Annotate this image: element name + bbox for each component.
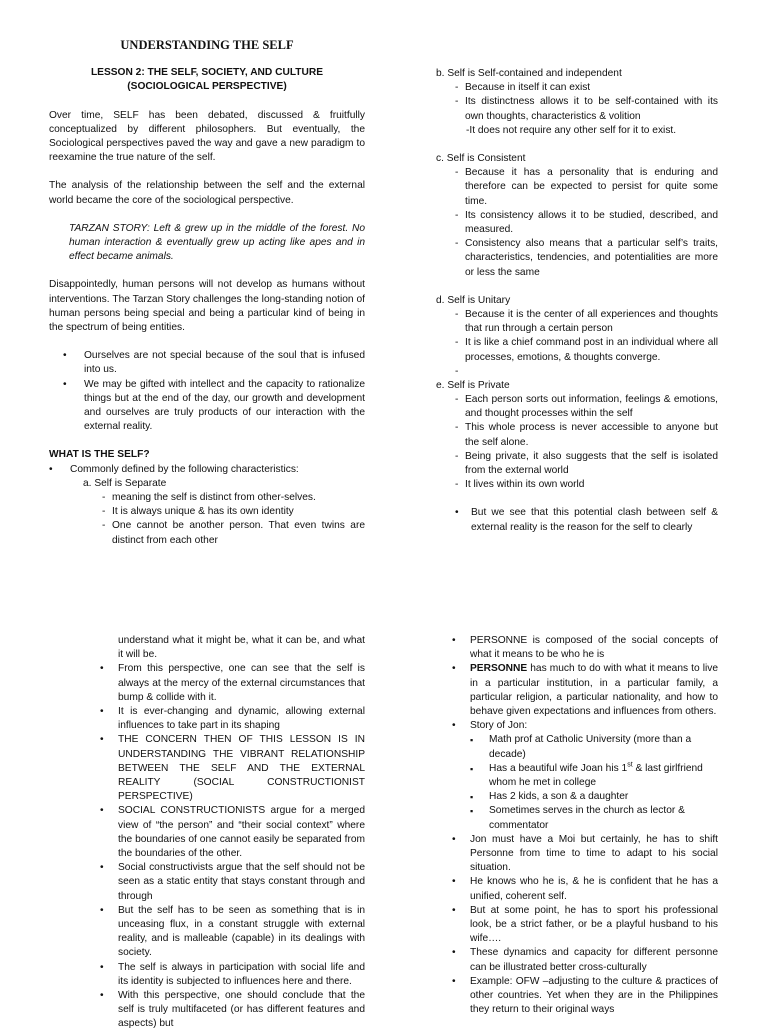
list-item: • Ourselves are not special because of the soul that is infused into us. bbox=[49, 349, 365, 377]
superscript-st: st bbox=[627, 761, 633, 769]
lesson-heading bbox=[49, 66, 365, 94]
list-item: • He knows who he is, & he is confident that he has a unified, coherent self. bbox=[452, 875, 718, 903]
lesson-heading-line1: LESSON 2: THE SELF, SOCIETY, AND CULTURE bbox=[90, 67, 324, 79]
lesson-heading-line2: (SOCIOLOGICAL PERSPECTIVE) bbox=[127, 81, 287, 93]
list-item: ▪ Sometimes serves in the church as lector & commentator bbox=[434, 804, 718, 832]
list-item: • The self is always in participation with social life and its identity is subjected to influences here and there. bbox=[100, 961, 365, 989]
list-item: - Consistency also means that a particular self’s traits, characteristics, tendencies, and potentialities are more or less the same bbox=[436, 237, 718, 280]
item-e-list bbox=[436, 393, 718, 492]
list-item: • From this perspective, one can see that the self is always at the mercy of the external circumstances that bump & collide with it. bbox=[100, 662, 365, 705]
item-e-private bbox=[436, 379, 718, 493]
item-b-list bbox=[436, 81, 718, 124]
document-title: UNDERSTANDING THE SELF bbox=[120, 38, 294, 52]
document-page-2 bbox=[0, 610, 768, 1030]
item-c-list bbox=[436, 166, 718, 280]
disappointedly-paragraph: Disappointedly, human persons will not develop as humans without interventions. The Tarzan Story challenges the long-standing notion of human persons being special and being a particular kind of being in the spectrum of being entities. bbox=[49, 279, 365, 334]
analysis-paragraph: The analysis of the relationship between the self and the external world became the core of the sociological perspective. bbox=[49, 180, 365, 206]
list-item bbox=[436, 365, 718, 379]
soul-bullet-list bbox=[49, 349, 365, 434]
item-d-label: d. Self is Unitary bbox=[436, 294, 511, 306]
page1-right-column bbox=[436, 67, 718, 535]
list-item: - Because it is the center of all experiences and thoughts that run through a certain person bbox=[436, 308, 718, 336]
item-d-list bbox=[436, 308, 718, 379]
list-item: • But the self has to be seen as something that is in unceasing flux, in a constant struggle with external reality, and is malleable (capable) in its dealings with society. bbox=[100, 904, 365, 961]
list-item: • Example: OFW –adjusting to the culture & practices of other countries. Yet when they are in the Philippines they return to their original ways bbox=[452, 975, 718, 1018]
clash-bullet-list bbox=[441, 506, 718, 534]
list-item: • But we see that this potential clash between self & external reality is the reason for the self to clearly bbox=[441, 506, 718, 534]
list-item: - Its consistency allows it to be studied, described, and measured. bbox=[436, 209, 718, 237]
list-item: - Its distinctness allows it to be self-contained with its own thoughts, characteristics & volition bbox=[436, 95, 718, 123]
item-b-extra: -It does not require any other self for it to exist. bbox=[466, 124, 677, 136]
item-c-label: c. Self is Consistent bbox=[436, 153, 526, 165]
list-item bbox=[434, 762, 718, 790]
list-item: - Each person sorts out information, feelings & emotions, and thought processes within the self bbox=[436, 393, 718, 421]
list-item: - It lives within its own world bbox=[436, 478, 718, 492]
page1-left-column bbox=[49, 38, 365, 548]
list-item: - It is always unique & has its own identity bbox=[83, 505, 365, 519]
list-item: • Story of Jon: bbox=[452, 719, 718, 733]
what-is-self-heading: WHAT IS THE SELF? bbox=[49, 449, 150, 461]
list-item: ▪ Math prof at Catholic University (more than a decade) bbox=[434, 733, 718, 761]
item-a-list bbox=[83, 491, 365, 548]
list-item bbox=[452, 662, 718, 719]
personne-text: has much to do with what it means to live in a particular institution, in a particular family, a particular religion, a particular nationality, and how to behave given expectations and influences from others. bbox=[470, 663, 718, 718]
characteristics-list bbox=[35, 463, 365, 477]
list-item: - This whole process is never accessible to anyone but the self alone. bbox=[436, 421, 718, 449]
list-item: • These dynamics and capacity for different personne can be illustrated better cross-culturally bbox=[452, 946, 718, 974]
story-item-wife-a: Has a beautiful wife Joan his 1 bbox=[489, 762, 628, 774]
page2-left-column bbox=[100, 634, 365, 1032]
list-item: • Jon must have a Moi but certainly, he has to shift Personne from time to time to adapt to his social situation. bbox=[452, 833, 718, 876]
item-b-self-contained bbox=[436, 67, 718, 138]
personne-bullet-list bbox=[452, 634, 718, 733]
tarzan-story: TARZAN STORY: Left & grew up in the middle of the forest. No human interaction & eventually grew up acting like apes and in effect became animals. bbox=[69, 222, 365, 263]
item-d-unitary bbox=[436, 294, 718, 379]
story-of-jon-list bbox=[434, 733, 718, 832]
list-item: • Commonly defined by the following characteristics: bbox=[35, 463, 365, 477]
list-item: • It is ever-changing and dynamic, allowing external influences to take part in its shaping bbox=[100, 705, 365, 733]
list-item: • THE CONCERN THEN OF THIS LESSON IS IN UNDERSTANDING THE VIBRANT RELATIONSHIP BETWEEN THE SELF AND THE EXTERNAL REALITY (SOCIAL CONSTRUCTIONIST PERSPECTIVE) bbox=[100, 733, 365, 804]
item-a-label: a. Self is Separate bbox=[83, 477, 167, 489]
list-item: • SOCIAL CONSTRUCTIONISTS argue for a merged view of “the person” and “their social context” where the boundaries of one cannot easily be separated from the boundaries of the other. bbox=[100, 804, 365, 861]
list-item: • But at some point, he has to sport his professional look, be a strict father, or be a playful husband to his wife…. bbox=[452, 904, 718, 947]
item-e-label: e. Self is Private bbox=[436, 379, 510, 391]
item-a-separate bbox=[83, 477, 365, 548]
list-item: - meaning the self is distinct from other-selves. bbox=[83, 491, 365, 505]
intro-paragraph: Over time, SELF has been debated, discussed & fruitfully conceptualized by different philosophers. But eventually, the Sociological perspectives paved the way and gave a new paradigm to reexamine the true nature of the self. bbox=[49, 109, 365, 164]
item-b-label: b. Self is Self-contained and independent bbox=[436, 68, 622, 79]
continuation-text: understand what it might be, what it can be, and what it will be. bbox=[118, 635, 365, 661]
list-item: ▪ Has 2 kids, a son & a daughter bbox=[434, 790, 718, 804]
story-item-wife-b: & last girlfriend whom he met in college bbox=[489, 762, 703, 789]
list-item: - Being private, it also suggests that the self is isolated from the external world bbox=[436, 450, 718, 478]
personne-shift-list bbox=[452, 833, 718, 1018]
perspective-bullet-list bbox=[100, 662, 365, 1031]
list-item: - One cannot be another person. That even twins are distinct from each other bbox=[83, 519, 365, 547]
list-item: • Social constructivists argue that the self should not be seen as a static entity that stays constant through and through bbox=[100, 861, 365, 904]
list-item: - Because in itself it can exist bbox=[436, 81, 718, 95]
list-item: - Because it has a personality that is enduring and therefore can be expected to persist for quite some time. bbox=[436, 166, 718, 209]
item-c-consistent bbox=[436, 152, 718, 280]
list-item: • With this perspective, one should conclude that the self is truly multifaceted (or has different features and aspects) but bbox=[100, 989, 365, 1032]
page2-right-column bbox=[452, 634, 718, 1017]
personne-bold: PERSONNE bbox=[470, 663, 528, 675]
list-item: - It is like a chief command post in an individual where all processes, emotions, & thoughts converge. bbox=[436, 336, 718, 364]
list-item: • PERSONNE is composed of the social concepts of what it means to be who he is bbox=[452, 634, 718, 662]
list-item: • We may be gifted with intellect and the capacity to rationalize things but at the end of the day, our growth and development and ourselves are truly products of our interaction with the external reality. bbox=[49, 378, 365, 435]
